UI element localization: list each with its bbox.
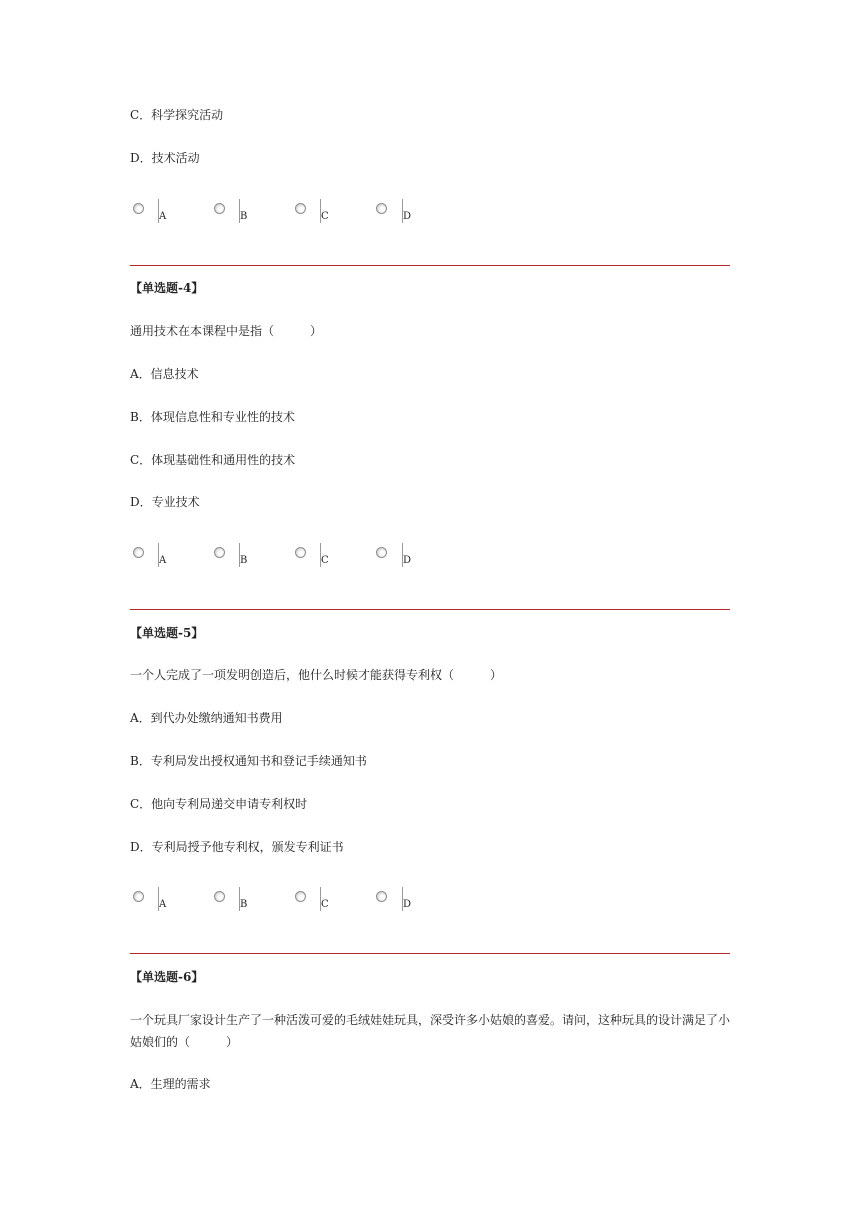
q5-option-d: D．专利局授予他专利权，颁发专利证书 xyxy=(130,840,344,854)
q4-answer-choices xyxy=(130,543,450,569)
choice-label-b: B xyxy=(240,211,248,222)
q4-option-b: B．体现信息性和专业性的技术 xyxy=(130,410,295,424)
q3-option-c: C．科学探究活动 xyxy=(130,108,224,122)
section-divider xyxy=(130,609,730,610)
choice-label-d: D xyxy=(403,555,412,566)
radio-b[interactable] xyxy=(214,547,225,558)
q3-answer-choices xyxy=(130,199,450,225)
radio-a[interactable] xyxy=(133,203,144,214)
choice-label-a: A xyxy=(159,555,167,566)
q4-option-c: C．体现基础性和通用性的技术 xyxy=(130,453,296,467)
section-divider xyxy=(130,953,730,954)
choice-label-d: D xyxy=(403,899,412,910)
radio-a[interactable] xyxy=(133,891,144,902)
q6-stem: 一个玩具厂家设计生产了一种活泼可爱的毛绒娃娃玩具，深受许多小姑娘的喜爱。请问，这种玩具的设计满足了小姑娘们的（ ） xyxy=(130,1013,731,1049)
radio-c[interactable] xyxy=(295,547,306,558)
section-divider xyxy=(130,265,730,266)
radio-a[interactable] xyxy=(133,547,144,558)
q4-option-d: D．专业技术 xyxy=(130,495,200,509)
choice-label-c: C xyxy=(321,211,329,222)
q6-option-a: A．生理的需求 xyxy=(130,1077,211,1091)
choice-label-b: B xyxy=(240,899,248,910)
radio-b[interactable] xyxy=(214,891,225,902)
q4-option-a: A．信息技术 xyxy=(130,367,199,381)
q5-option-c: C．他向专利局递交申请专利权时 xyxy=(130,797,308,811)
q5-option-a: A．到代办处缴纳通知书费用 xyxy=(130,711,283,725)
q4-stem: 通用技术在本课程中是指（ ） xyxy=(130,324,323,338)
radio-c[interactable] xyxy=(295,891,306,902)
radio-d[interactable] xyxy=(376,547,387,558)
q5-title: 【单选题-5】 xyxy=(130,626,204,640)
radio-d[interactable] xyxy=(376,203,387,214)
choice-label-a: A xyxy=(159,899,167,910)
q3-option-d: D．技术活动 xyxy=(130,151,200,165)
q5-answer-choices xyxy=(130,887,450,913)
choice-label-d: D xyxy=(403,211,412,222)
choice-label-c: C xyxy=(321,555,329,566)
q4-title: 【单选题-4】 xyxy=(130,281,204,295)
q6-title: 【单选题-6】 xyxy=(130,970,204,984)
radio-c[interactable] xyxy=(295,203,306,214)
radio-d[interactable] xyxy=(376,891,387,902)
choice-label-c: C xyxy=(321,899,329,910)
choice-label-b: B xyxy=(240,555,248,566)
q5-option-b: B．专利局发出授权通知书和登记手续通知书 xyxy=(130,754,367,768)
radio-b[interactable] xyxy=(214,203,225,214)
q5-stem: 一个人完成了一项发明创造后，他什么时候才能获得专利权（ ） xyxy=(130,668,503,682)
choice-label-a: A xyxy=(159,211,167,222)
